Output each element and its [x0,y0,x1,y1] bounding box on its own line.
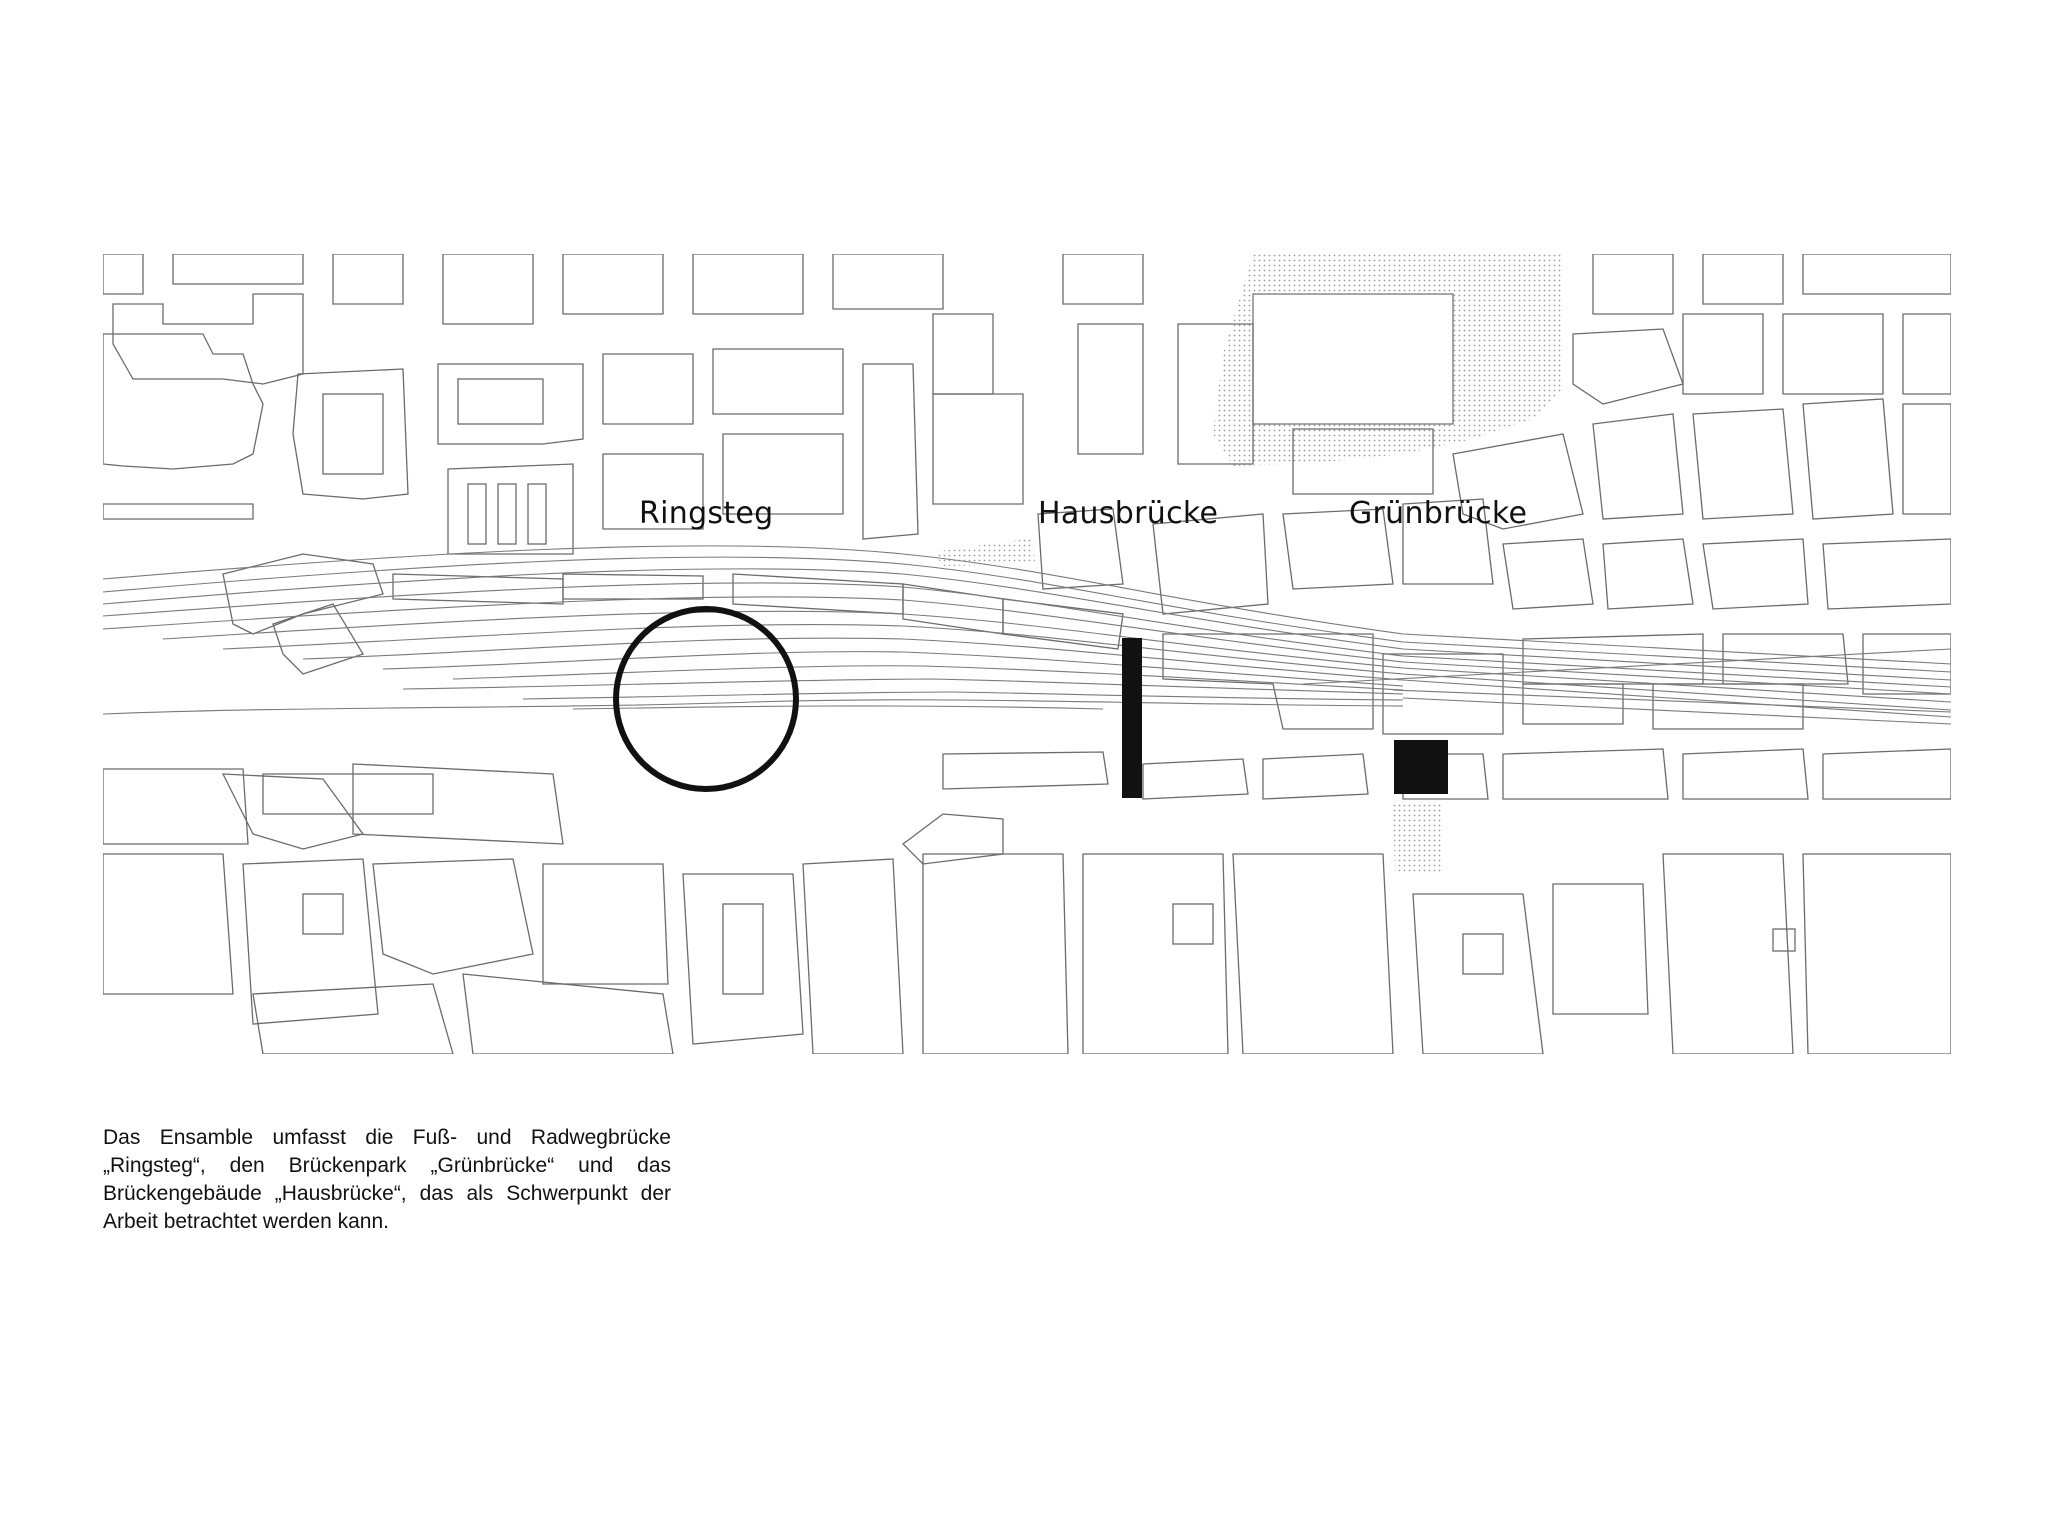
site-plan-map [103,254,1951,1054]
ringsteg-circle-marker [616,609,796,789]
label-ringsteg: Ringsteg [639,496,774,531]
hausbruecke-bar-marker [1122,638,1142,798]
park-areas [933,254,1563,872]
label-hausbruecke: Hausbrücke [1038,496,1219,531]
gruenbruecke-square-marker [1394,740,1448,794]
buildings-south [103,749,1951,1054]
caption-text: Das Ensamble umfasst die Fuß- und Radwegbrücke „Ringsteg“, den Brückenpark „Grünbrücke“ und das Brückengebäude „Hausbrücke“, das als Schwerpunkt der Arbeit betrachtet werden kann. [103,1126,671,1233]
label-gruenbruecke: Grünbrücke [1349,496,1528,531]
